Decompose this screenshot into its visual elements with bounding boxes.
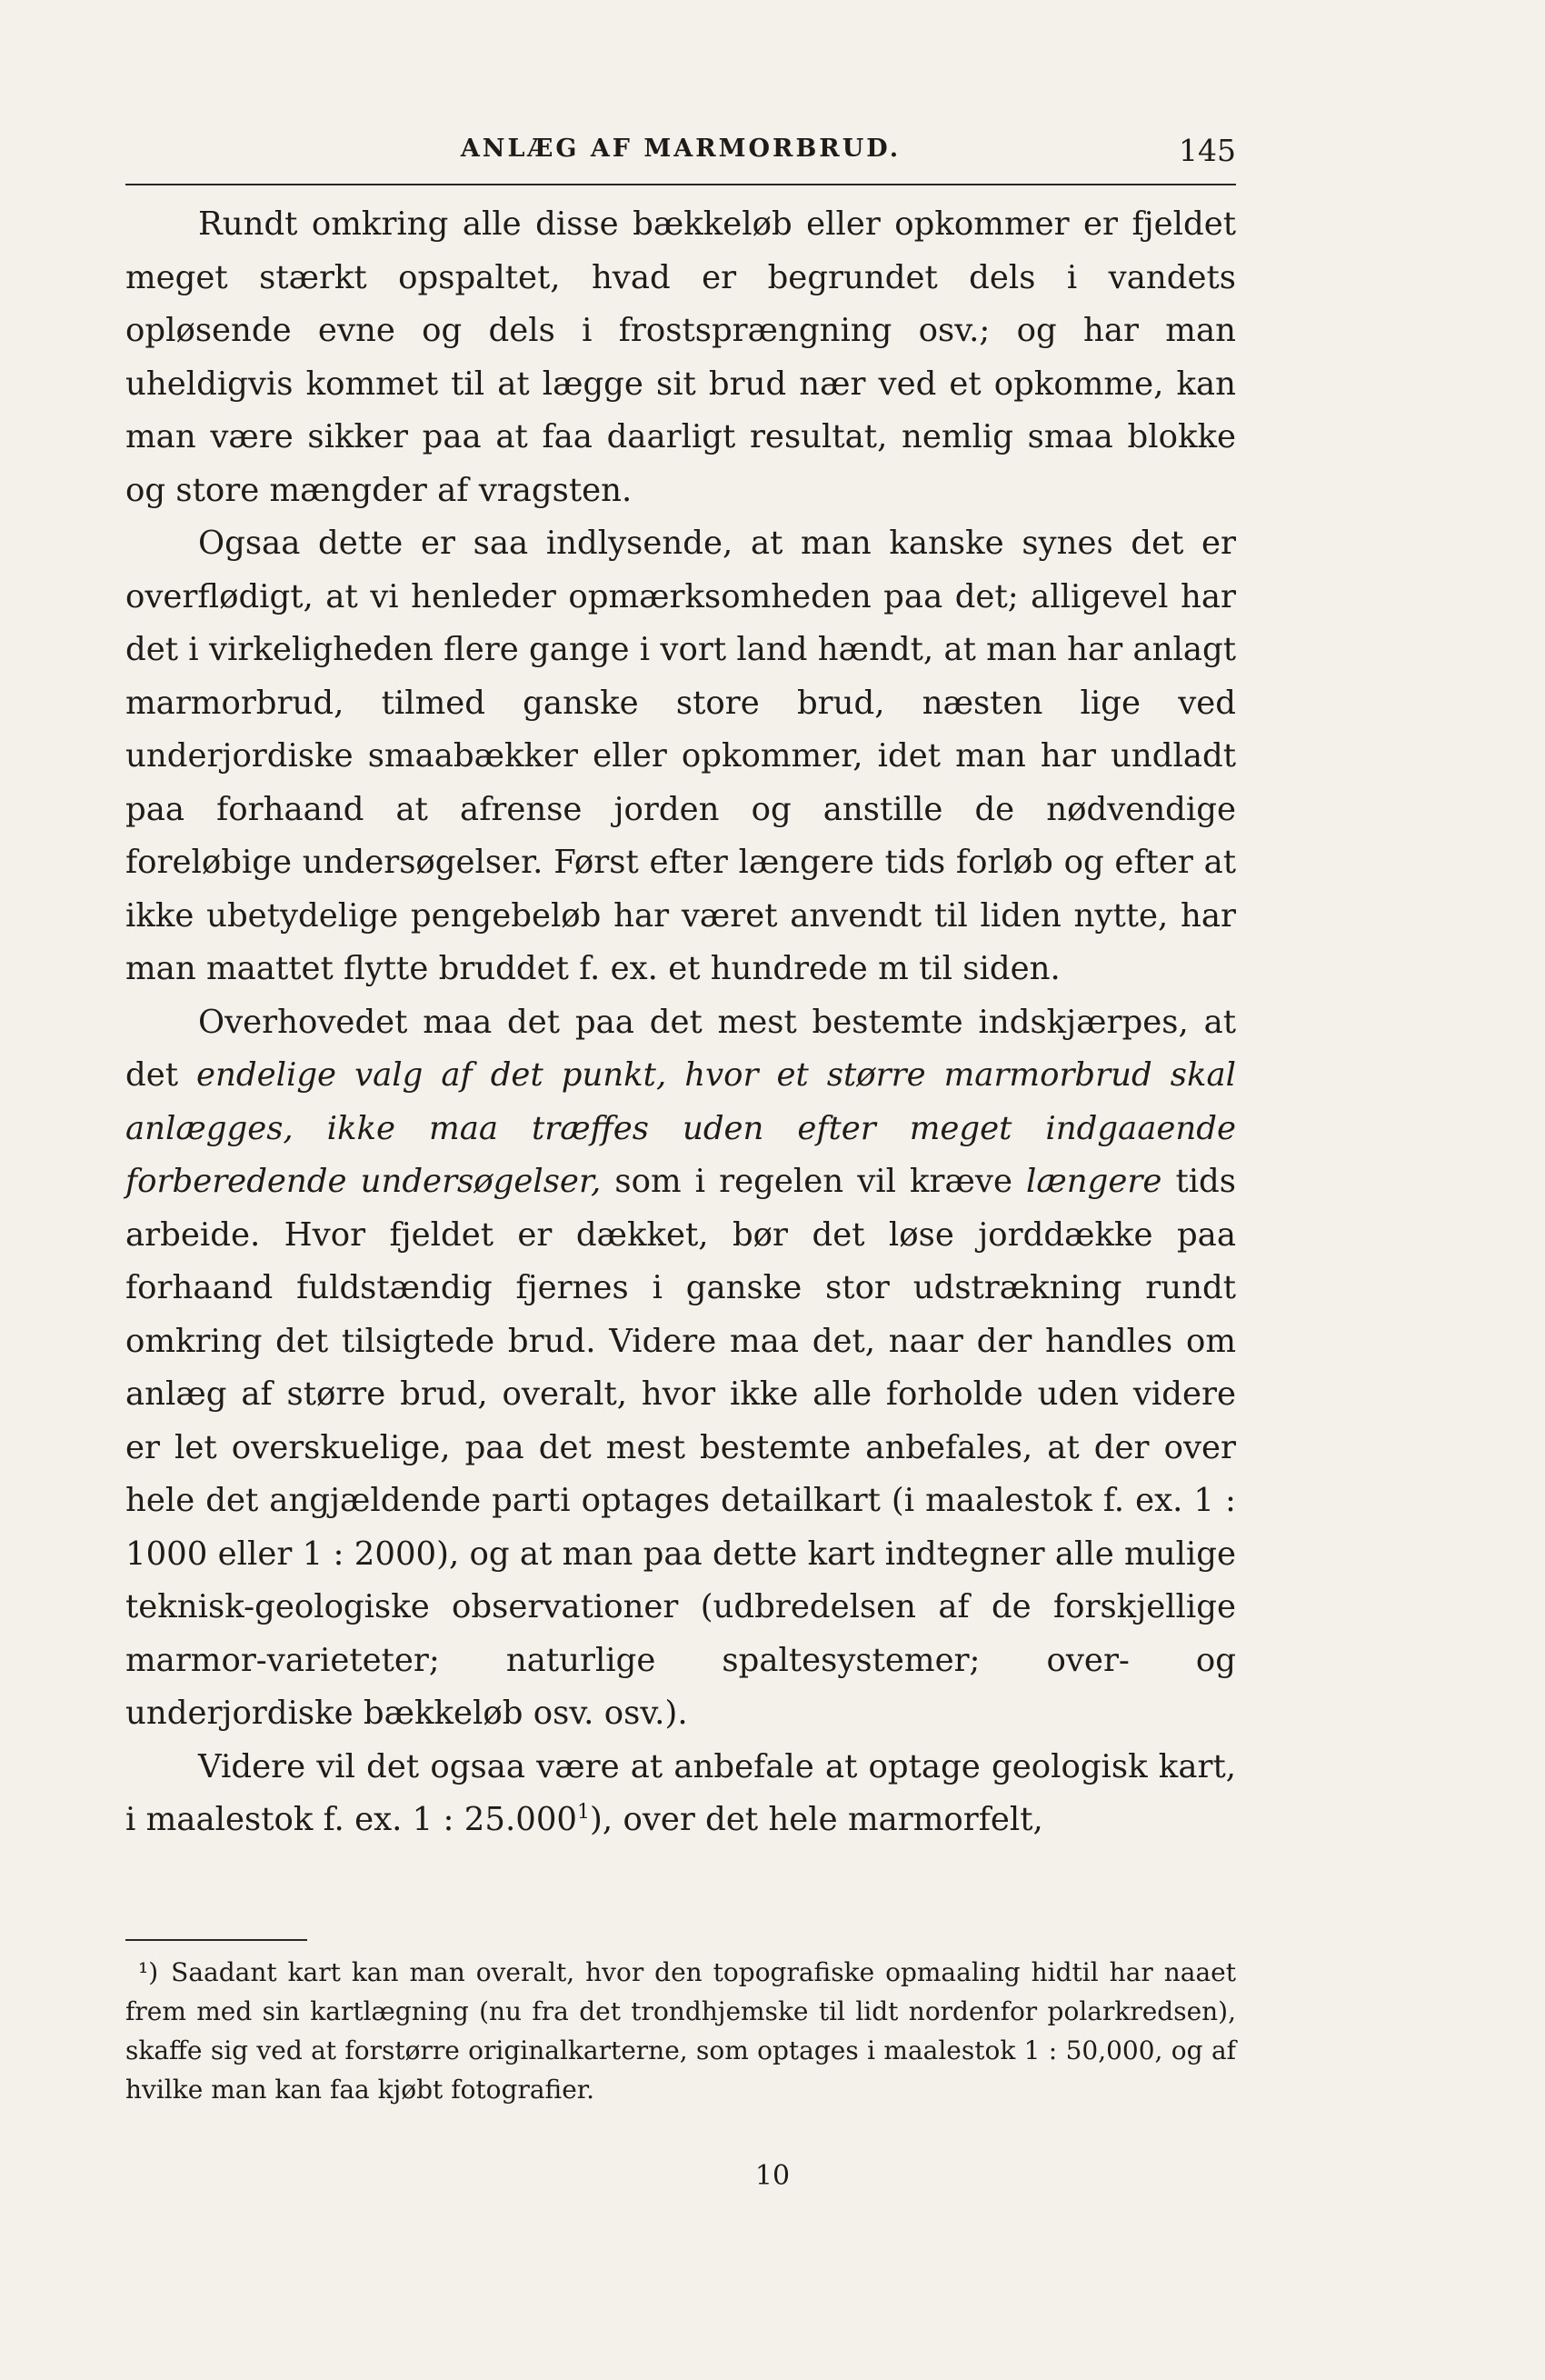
running-title: ANLÆG AF MARMORBRUD.	[460, 135, 902, 163]
paragraph-text: som i regelen vil kræve	[601, 1163, 1027, 1200]
paragraph-text: Ogsaa dette er saa indlysende, at man kanske synes det er overflødigt, at vi henleder opmærksomheden paa det; alligevel har det i virkeligheden flere gange i vort land hændt, at man har anlagt marmorbrud, tilmed ganske store brud, næsten lige ved underjordiske smaabækker eller opkommer, idet man har undladt paa forhaand at afrense jorden og anstille de nødvendige foreløbige undersøgelser. Først efter længere tids forløb og efter at ikke ubetydelige pengebeløb har været anvendt til liden nytte, har man maattet flytte bruddet f. ex. et hundrede m til siden.	[125, 525, 1236, 987]
footnote-marker: ¹)	[138, 1957, 159, 1987]
paragraph-text: Rundt omkring alle disse bækkeløb eller opkommer er fjeldet meget stærkt opspaltet, hvad er begrundet dels i vandets opløsende evne og dels i frostsprængning osv.; og har man uheldigvis kommet til at lægge sit brud nær ved et opkomme, kan man være sikker paa at faa daarligt resultat, nemlig smaa blokke og store mængder af vragsten.	[125, 205, 1236, 509]
emphasis-text: længere	[1026, 1163, 1162, 1200]
paragraph	[125, 1741, 1236, 1847]
paragraph-text: ), over det hele marmorfelt,	[590, 1801, 1043, 1838]
paragraph	[125, 996, 1236, 1741]
paragraph-text: Videre vil det ogsaa være at anbefale at optage geologisk kart, i maalestok f. ex. 1 : 25.000	[125, 1747, 1236, 1838]
emphasis-text: endelige valg af det punkt, hvor et større marmorbrud skal anlægges, ikke maa træffes uden efter meget indgaaende forberedende undersøgelser,	[125, 1056, 1236, 1200]
signature-mark: 10	[754, 2160, 791, 2192]
running-header	[125, 135, 1236, 180]
footnote-text: Saadant kart kan man overalt, hvor den topografiske opmaaling hidtil har naaet frem med sin kartlægning (nu fra det trondhjemske til lidt nordenfor polarkredsen), skaffe sig ved at forstørre originalkarterne, som optages i maalestok 1 : 50,000, og af hvilke man kan faa kjøbt fotografier.	[125, 1957, 1236, 2105]
footnote-reference: 1	[577, 1801, 591, 1825]
body-text	[125, 198, 1236, 1847]
paragraph	[125, 198, 1236, 517]
footnote	[125, 1953, 1236, 2109]
paragraph	[125, 517, 1236, 996]
paragraph-text: tids arbeide. Hvor fjeldet er dækket, bør det løse jorddække paa forhaand fuldstændig fjernes i ganske stor udstrækning rundt omkring det tilsigtede brud. Videre maa det, naar der handles om anlæg af større brud, overalt, hvor ikke alle forholde uden videre er let overskuelige, paa det mest bestemte anbefales, at der over hele det angjældende parti optages detailkart (i maalestok f. ex. 1 : 1000 eller 1 : 2000), og at man paa dette kart indtegner alle mulige teknisk-geologiske observationer (udbredelsen af de forskjellige marmor-varieteter; naturlige spaltesystemer; over- og underjordiske bækkeløb osv. osv.).	[125, 1163, 1237, 1732]
footnote-rule	[125, 1939, 307, 1941]
header-rule	[125, 184, 1236, 185]
page-number: 145	[1179, 133, 1236, 168]
paragraph-text: Overhovedet maa det paa det mest bestemte indskjærpes, at det	[125, 1003, 1236, 1094]
